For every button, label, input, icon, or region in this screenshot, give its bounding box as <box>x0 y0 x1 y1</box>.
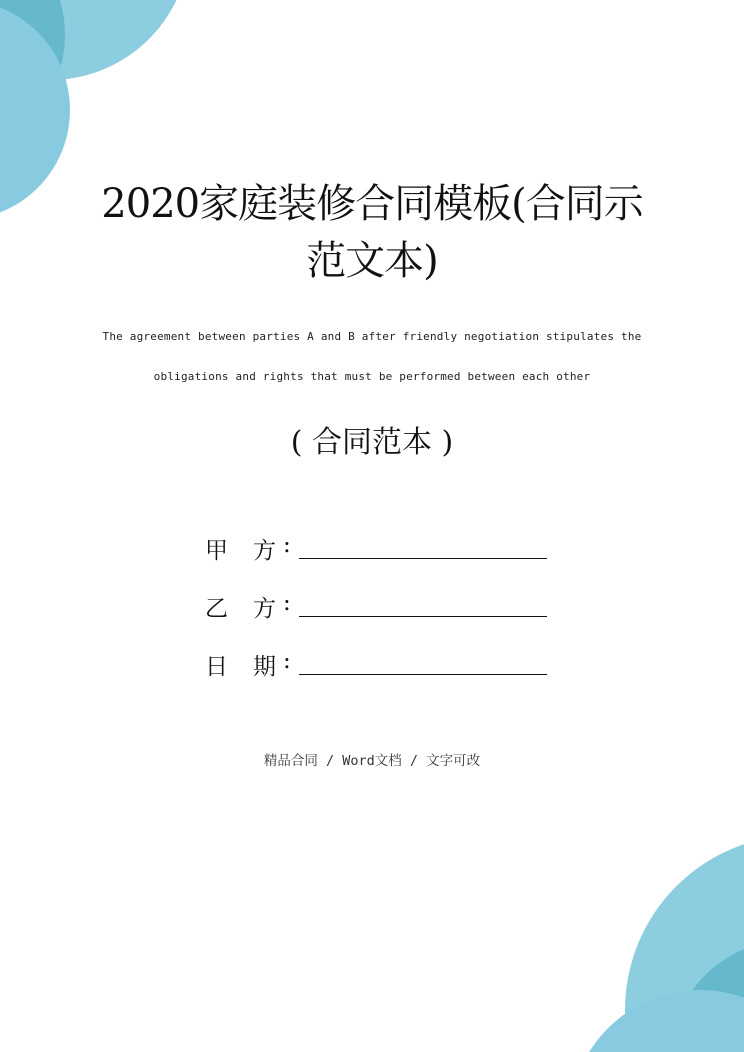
party-b-colon: : <box>283 590 291 616</box>
party-a-blank-line[interactable] <box>299 558 547 559</box>
date-field <box>205 646 550 682</box>
party-a-field <box>205 530 550 566</box>
date-label-1: 日 <box>205 654 228 680</box>
subtitle-line-1: The agreement between parties A and B after friendly negotiation stipulates the <box>102 330 642 343</box>
party-b-field <box>205 588 550 624</box>
party-a-label-1: 甲 <box>205 538 228 564</box>
document-footer: 精品合同 / Word文档 / 文字可改 <box>263 753 481 769</box>
party-b-label-1: 乙 <box>205 596 228 622</box>
party-b-blank-line[interactable] <box>299 616 547 617</box>
party-a-label-2: 方 <box>253 538 276 564</box>
date-blank-line[interactable] <box>299 674 547 675</box>
date-label-2: 期 <box>253 654 276 680</box>
party-a-colon: : <box>283 532 291 558</box>
contract-template-badge: ( 合同范本 ) <box>290 425 454 460</box>
bottom-right-small-circle <box>570 990 744 1052</box>
subtitle-line-2: obligations and rights that must be performed between each other <box>153 370 591 383</box>
document-title-line-2: 范文本) <box>306 238 438 284</box>
date-colon: : <box>283 648 291 674</box>
document-title-line-1: 2020家庭装修合同模板(合同示 <box>101 181 643 227</box>
party-b-label-2: 方 <box>253 596 276 622</box>
